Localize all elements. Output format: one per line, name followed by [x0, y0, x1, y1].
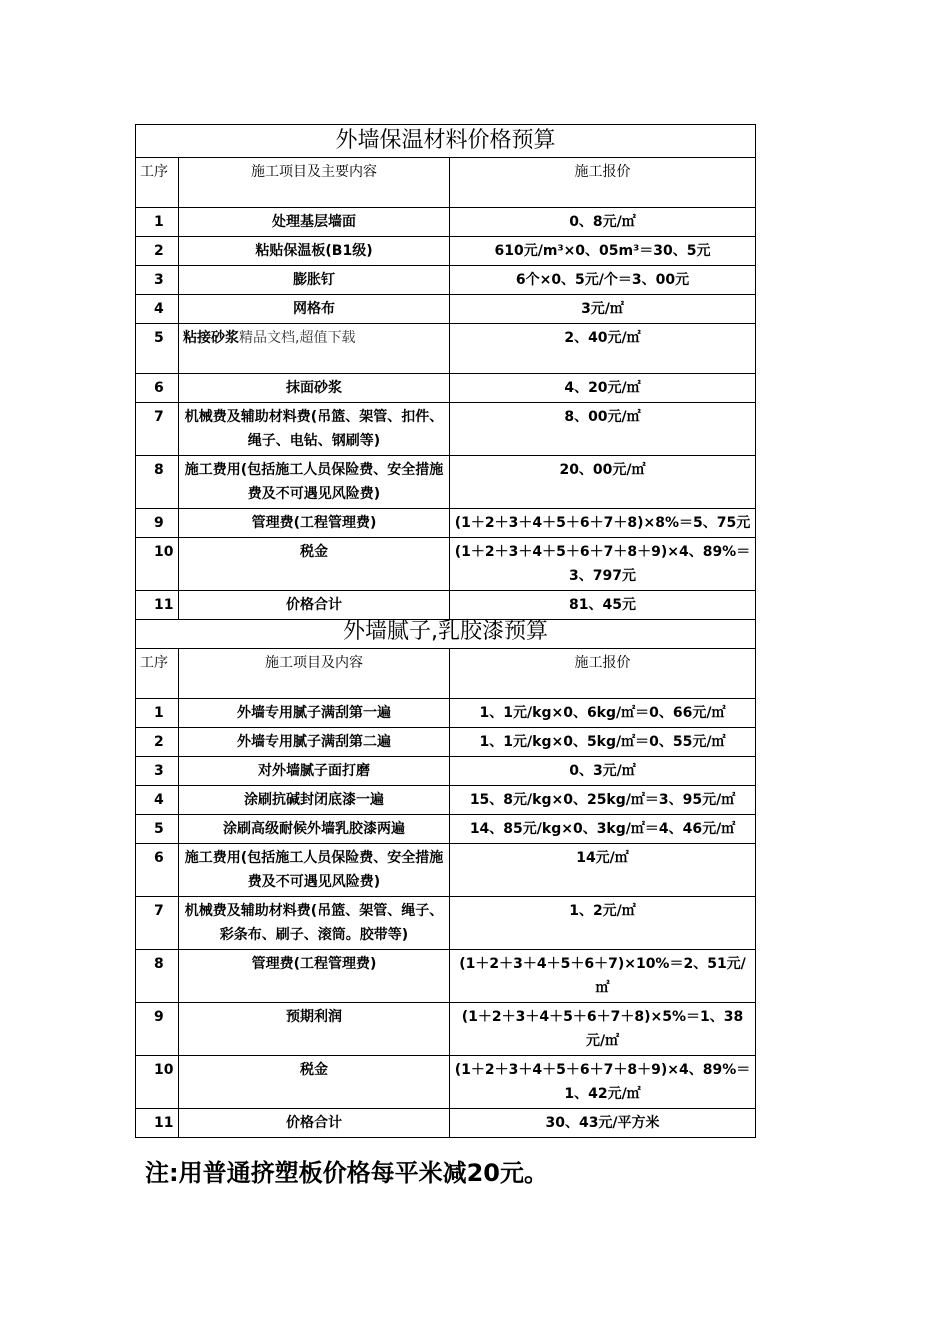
row-seq: 8 [136, 950, 179, 1003]
table-header-row [136, 649, 756, 699]
row-seq: 9 [136, 509, 179, 538]
table-title-row [136, 125, 756, 158]
row-price: (1＋2＋3＋4＋5＋6＋7＋8)×8%＝5、75元 [450, 509, 756, 538]
row-price: 8、00元/㎡ [450, 403, 756, 456]
row-item: 涂刷抗碱封闭底漆一遍 [179, 786, 450, 815]
table-row [136, 757, 756, 786]
row-price: 15、8元/kg×0、25kg/㎡＝3、95元/㎡ [450, 786, 756, 815]
row-price: 3元/㎡ [450, 295, 756, 324]
row-seq: 5 [136, 815, 179, 844]
table-title-row [136, 616, 756, 649]
table-row [136, 897, 756, 950]
row-price: 1、2元/㎡ [450, 897, 756, 950]
row-seq: 4 [136, 295, 179, 324]
row-price: 14元/㎡ [450, 844, 756, 897]
row-item: 外墙专用腻子满刮第一遍 [179, 699, 450, 728]
header-price: 施工报价 [450, 158, 756, 208]
row-item: 价格合计 [179, 1109, 450, 1138]
row-item: 管理费(工程管理费) [179, 950, 450, 1003]
header-item: 施工项目及内容 [179, 649, 450, 699]
header-seq: 工序 [136, 158, 179, 208]
row-price: 2、40元/㎡ [450, 324, 756, 374]
table-row [136, 786, 756, 815]
row-seq: 1 [136, 699, 179, 728]
table-row [136, 403, 756, 456]
row-seq: 2 [136, 237, 179, 266]
table-row [136, 509, 756, 538]
row-item: 涂刷高级耐候外墙乳胶漆两遍 [179, 815, 450, 844]
table-row [136, 844, 756, 897]
row-seq: 6 [136, 374, 179, 403]
row-price: (1＋2＋3＋4＋5＋6＋7＋8)×5%＝1、38元/㎡ [450, 1003, 756, 1056]
row-price: 4、20元/㎡ [450, 374, 756, 403]
table-row [136, 699, 756, 728]
table-title: 外墙腻子,乳胶漆预算 [136, 616, 756, 649]
row-seq: 10 [136, 1056, 179, 1109]
row-price: 610元/m³×0、05m³＝30、5元 [450, 237, 756, 266]
row-item: 膨胀钉 [179, 266, 450, 295]
row-price: 20、00元/㎡ [450, 456, 756, 509]
table-row [136, 324, 756, 374]
row-seq: 1 [136, 208, 179, 237]
row-seq: 11 [136, 1109, 179, 1138]
row-seq: 3 [136, 757, 179, 786]
row-seq: 9 [136, 1003, 179, 1056]
row-item: 机械费及辅助材料费(吊篮、架管、绳子、彩条布、刷子、滚筒。胶带等) [179, 897, 450, 950]
row-item: 施工费用(包括施工人员保险费、安全措施费及不可遇见风险费) [179, 844, 450, 897]
table-row [136, 1109, 756, 1138]
row-item: 施工费用(包括施工人员保险费、安全措施费及不可遇见风险费) [179, 456, 450, 509]
row-price: 14、85元/kg×0、3kg/㎡＝4、46元/㎡ [450, 815, 756, 844]
row-price: 6个×0、5元/个＝3、00元 [450, 266, 756, 295]
row-price: 81、45元 [450, 591, 756, 620]
row-seq: 3 [136, 266, 179, 295]
row-item: 外墙专用腻子满刮第二遍 [179, 728, 450, 757]
row-item: 处理基层墙面 [179, 208, 450, 237]
table-row [136, 1056, 756, 1109]
row-price: 1、1元/kg×0、5kg/㎡＝0、55元/㎡ [450, 728, 756, 757]
row-item: 粘贴保温板(B1级) [179, 237, 450, 266]
row-seq: 2 [136, 728, 179, 757]
row-item: 对外墙腻子面打磨 [179, 757, 450, 786]
table-row [136, 815, 756, 844]
row-item: 预期利润 [179, 1003, 450, 1056]
row-seq: 7 [136, 897, 179, 950]
row-item: 机械费及辅助材料费(吊篮、架管、扣件、绳子、电钻、钢刷等) [179, 403, 450, 456]
table-title: 外墙保温材料价格预算 [136, 125, 756, 158]
table-row [136, 1003, 756, 1056]
row-item: 管理费(工程管理费) [179, 509, 450, 538]
table-row [136, 208, 756, 237]
row-item: 税金 [179, 1056, 450, 1109]
row-seq: 8 [136, 456, 179, 509]
row-price: 0、3元/㎡ [450, 757, 756, 786]
row-seq: 7 [136, 403, 179, 456]
putty-paint-budget-table [135, 616, 756, 1138]
row-seq: 6 [136, 844, 179, 897]
row-item [179, 324, 450, 374]
row-price: 30、43元/平方米 [450, 1109, 756, 1138]
row-price: (1＋2＋3＋4＋5＋6＋7)×10%＝2、51元/㎡ [450, 950, 756, 1003]
row-price: 1、1元/kg×0、6kg/㎡＝0、66元/㎡ [450, 699, 756, 728]
table-row [136, 266, 756, 295]
row-item: 抹面砂浆 [179, 374, 450, 403]
header-price: 施工报价 [450, 649, 756, 699]
row-seq: 10 [136, 538, 179, 591]
table-header-row [136, 158, 756, 208]
table-row [136, 728, 756, 757]
row-price: 0、8元/㎡ [450, 208, 756, 237]
table-row [136, 950, 756, 1003]
row-item: 网格布 [179, 295, 450, 324]
header-item: 施工项目及主要内容 [179, 158, 450, 208]
insulation-budget-table [135, 124, 756, 620]
table-row [136, 295, 756, 324]
footnote: 注:用普通挤塑板价格每平米减20元。 [145, 1159, 548, 1187]
row-item-label: 粘接砂浆 [183, 330, 239, 346]
row-item: 税金 [179, 538, 450, 591]
row-price: (1＋2＋3＋4＋5＋6＋7＋8＋9)×4、89%＝3、797元 [450, 538, 756, 591]
table-row [136, 538, 756, 591]
row-item-extra: 精品文档,超值下载 [239, 330, 356, 346]
table-row [136, 237, 756, 266]
header-seq: 工序 [136, 649, 179, 699]
row-item: 价格合计 [179, 591, 450, 620]
table-row [136, 456, 756, 509]
row-seq: 5 [136, 324, 179, 374]
row-seq: 4 [136, 786, 179, 815]
table-row [136, 374, 756, 403]
row-seq: 11 [136, 591, 179, 620]
row-price: (1＋2＋3＋4＋5＋6＋7＋8＋9)×4、89%＝1、42元/㎡ [450, 1056, 756, 1109]
